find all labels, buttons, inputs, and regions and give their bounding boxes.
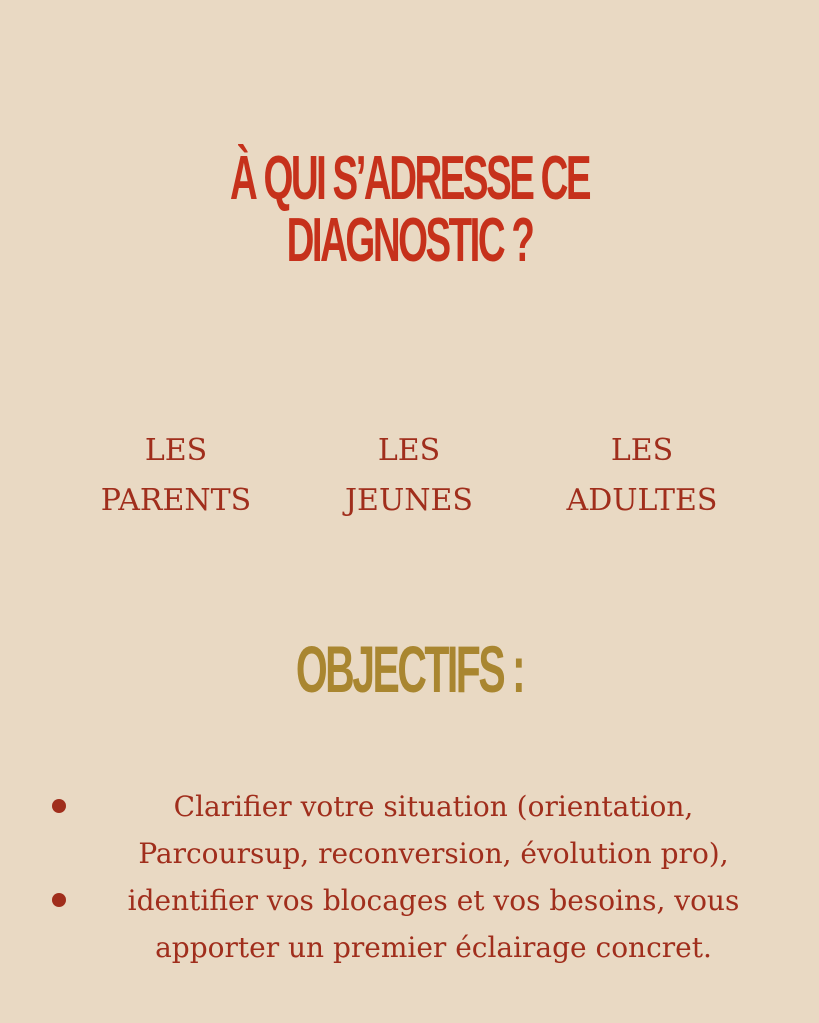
objectives-list: [0, 783, 819, 971]
audience-adultes: [532, 426, 752, 526]
audience-parents: [66, 426, 286, 526]
audience-label-line-1: LES: [377, 433, 441, 468]
objective-line: identifier vos blocages et vos besoins, vous: [127, 884, 740, 917]
audience-label-line-2: ADULTES: [566, 483, 718, 518]
page-title-line-2: DIAGNOSTIC ?: [286, 206, 533, 275]
page-title-line-1: À QUI S’ADRESSE CE: [229, 144, 590, 213]
objective-line: apporter un premier éclairage concret.: [155, 931, 712, 964]
list-item: [0, 877, 819, 971]
audience-label-line-1: LES: [610, 433, 674, 468]
objective-line: Parcoursup, reconversion, évolution pro),: [138, 837, 729, 870]
list-item: [0, 783, 819, 877]
bullet-dot-icon: [52, 893, 66, 907]
audience-label-line-2: PARENTS: [100, 483, 252, 518]
audience-label-line-1: LES: [144, 433, 208, 468]
objective-line: Clarifier votre situation (orientation,: [173, 790, 694, 823]
page-title: [156, 144, 664, 275]
bullet-dot-icon: [52, 799, 66, 813]
audience-jeunes: [299, 426, 519, 526]
objectives-title: OBJECTIFS :: [295, 632, 524, 706]
audience-label-line-2: JEUNES: [345, 483, 473, 518]
